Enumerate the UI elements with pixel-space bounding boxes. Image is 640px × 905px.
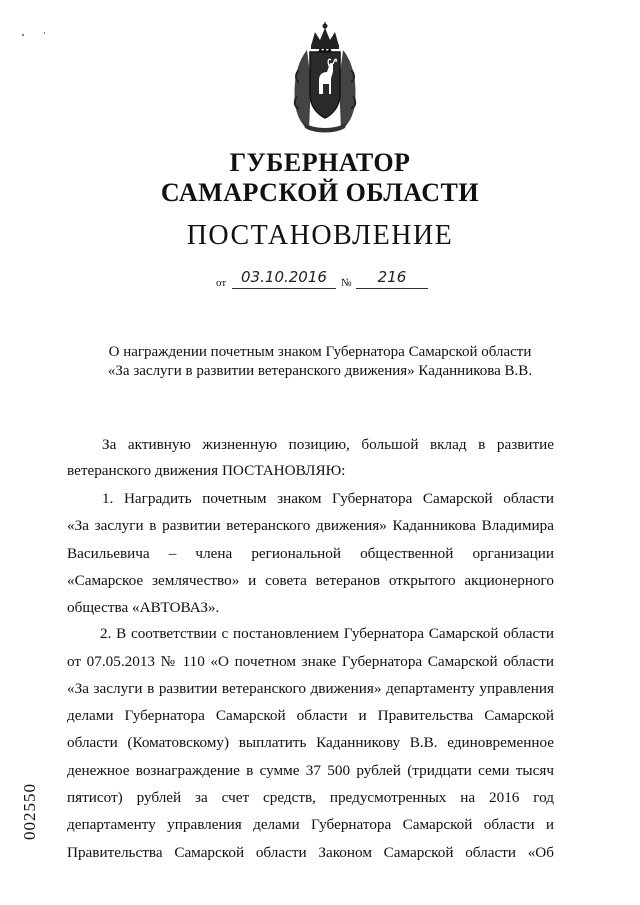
subject-line2: «За заслуги в развитии ветеранского движения» Каданникова В.В. [107, 363, 533, 379]
body-line: денежное вознаграждение в сумме 37 500 рублей (тридцати семи тысяч [67, 762, 554, 779]
scan-speck [44, 32, 45, 34]
number-prefix: № [341, 277, 352, 289]
subject-line1: О награждении почетным знаком Губернатора Самарской области [108, 344, 532, 360]
body-line: Правительства Самарской области Законом Самарской области «Об [67, 844, 554, 861]
body-line: «Самарское землячество» и совета ветеранов открытого акционерного [67, 572, 554, 589]
body-line: от 07.05.2013 № 110 «О почетном знаке Губернатора Самарской области [67, 653, 554, 670]
date-value: 03.10.2016 [232, 268, 336, 289]
body-line: области (Коматовскому) выплатить Каданникову В.В. единовременное [67, 734, 554, 751]
number-value: 216 [356, 268, 428, 289]
coat-of-arms-icon [289, 22, 361, 134]
body-line: «За заслуги в развитии ветеранского движения» Каданникова Владимира [67, 517, 554, 534]
date-prefix: от [216, 277, 227, 289]
body-line: 1. Наградить почетным знаком Губернатора Самарской области [102, 490, 554, 507]
body-line: «За заслуги в развитии ветеранского движения» департаменту управления [67, 680, 554, 697]
date-number-line [216, 268, 436, 292]
body-line: 2. В соответствии с постановлением Губернатора Самарской области [100, 625, 554, 642]
body-line: За активную жизненную позицию, большой вклад в развитие [102, 436, 554, 453]
margin-stamp-number: 002550 [20, 783, 39, 840]
body-line: делами Губернатора Самарской области и Правительства Самарской [67, 707, 554, 724]
authority-title-line2: САМАРСКОЙ ОБЛАСТИ [160, 178, 480, 207]
body-line: общества «АВТОВАЗ». [67, 599, 220, 616]
authority-title-line1: ГУБЕРНАТОР [229, 148, 411, 177]
body-line: пятисот) рублей за счет средств, предусмотренных на 2016 год [67, 789, 554, 806]
scan-speck [22, 34, 24, 36]
body-line: Васильевича – члена региональной общественной организации [67, 545, 554, 562]
document-type-title: ПОСТАНОВЛЕНИЕ [186, 220, 454, 251]
body-line: ветеранского движения ПОСТАНОВЛЯЮ: [67, 462, 346, 479]
body-line: департаменту управления делами Губернатора Самарской области и [67, 816, 554, 833]
